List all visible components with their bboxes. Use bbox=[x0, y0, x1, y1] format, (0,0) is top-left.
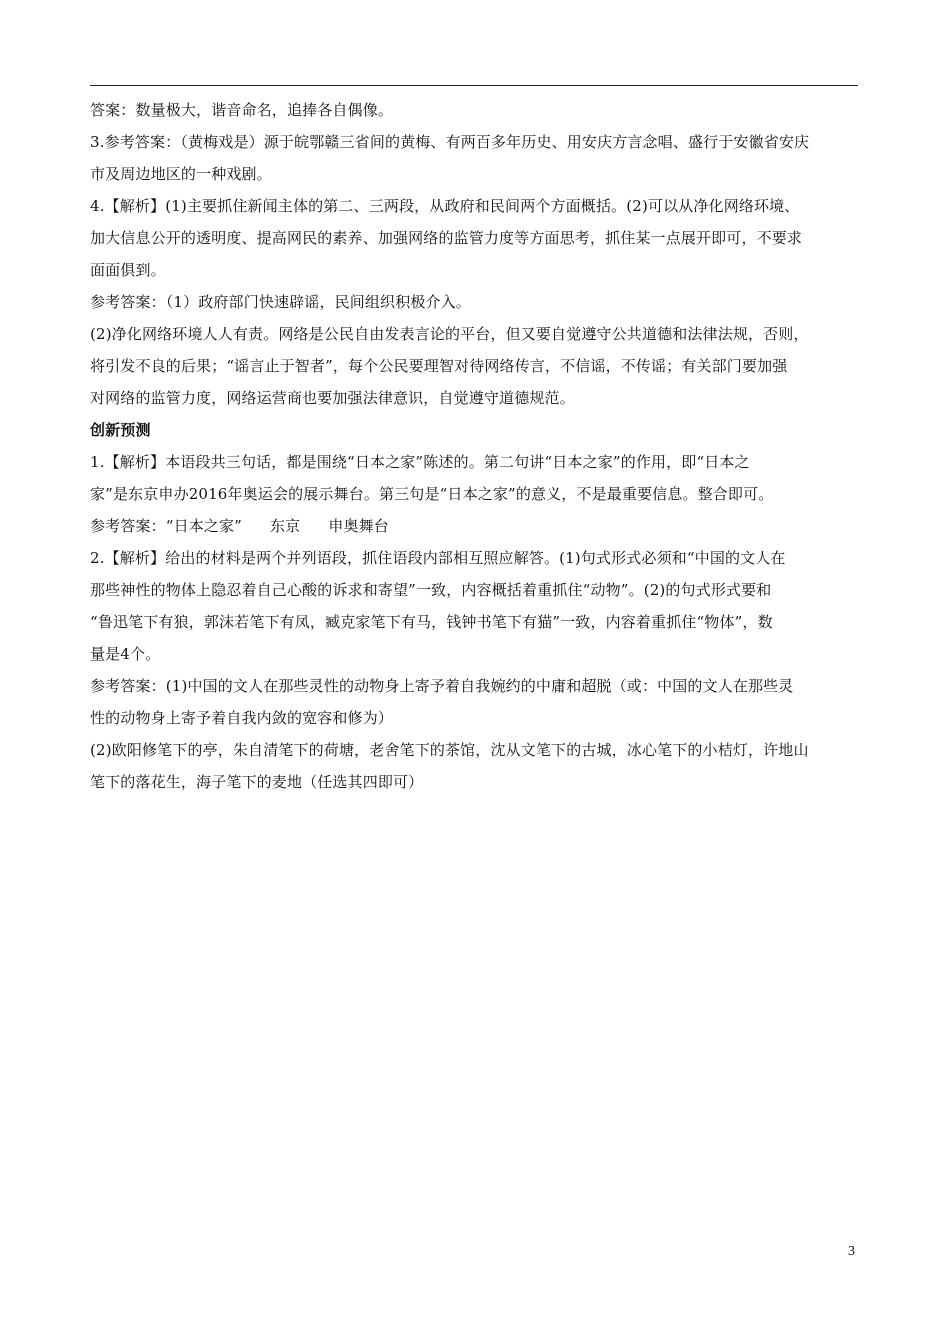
question-3-answer-line-1: 3.参考答案：（黄梅戏是）源于皖鄂赣三省间的黄梅、有两百多年历史、用安庆方言念唱、盛行于安徽省安庆 bbox=[90, 133, 810, 151]
prediction-2-analysis-line-1: 2.【解析】给出的材料是两个并列语段，抓住语段内部相互照应解答。(1)句式形式必须和“中国的文人在 bbox=[90, 549, 786, 567]
question-4-answer-line-2: (2)净化网络环境人人有责。网络是公民自由发表言论的平台，但又要自觉遵守公共道德和法律法规，否则， bbox=[90, 325, 809, 343]
question-4-answer-line-4: 对网络的监管力度，网络运营商也要加强法律意识，自觉遵守道德规范。 bbox=[90, 389, 575, 407]
question-4-analysis-line-2: 加大信息公开的透明度、提高网民的素养、加强网络的监管力度等方面思考，抓住某一点展开即可，不要求 bbox=[90, 229, 803, 247]
prediction-2-answer-line-4: 笔下的落花生，海子笔下的麦地（任选其四即可） bbox=[90, 773, 424, 791]
question-4-answer-line-3: 将引发不良的后果；“谣言止于智者”，每个公民要理智对待网络传言，不信谣，不传谣；有关部门要加强 bbox=[90, 357, 788, 375]
question-3-answer-line-2: 市及周边地区的一种戏剧。 bbox=[90, 165, 272, 183]
prediction-2-analysis-line-2: 那些神性的物体上隐忍着自己心酸的诉求和寄望”一致，内容概括着重抓住“动物”。(2)的句式形式要和 bbox=[90, 581, 772, 599]
answer-part-3: 申奥舞台 bbox=[328, 517, 389, 535]
prediction-1-analysis-line-1: 1.【解析】本语段共三句话，都是围绕“日本之家”陈述的。第二句讲“日本之家”的作用，即“日本之 bbox=[90, 453, 750, 471]
section-heading: 创新预测 bbox=[90, 421, 151, 439]
prediction-1-answer-line bbox=[90, 510, 860, 542]
answer-part-1: 参考答案：“日本之家” bbox=[90, 517, 242, 535]
prediction-2-analysis-line-4: 量是4个。 bbox=[90, 645, 161, 663]
prediction-1-analysis-line-2: 家”是东京申办2016年奥运会的展示舞台。第三句是“日本之家”的意义，不是最重要信息。整合即可。 bbox=[90, 485, 774, 503]
answer-part-2: 东京 bbox=[270, 517, 301, 535]
question-4-answer-line-1: 参考答案：（1）政府部门快速辟谣，民间组织积极介入。 bbox=[90, 293, 471, 311]
header-rule bbox=[90, 85, 858, 86]
document-body bbox=[90, 94, 860, 798]
answer-line: 答案：数量极大，谐音命名，追捧各自偶像。 bbox=[90, 101, 394, 119]
question-4-analysis-line-3: 面面俱到。 bbox=[90, 261, 166, 279]
prediction-2-answer-line-3: (2)欧阳修笔下的亭，朱自清笔下的荷塘，老舍笔下的茶馆，沈从文笔下的古城，冰心笔下的小桔灯，许地山 bbox=[90, 741, 809, 759]
question-4-analysis-line-1: 4.【解析】(1)主要抓住新闻主体的第二、三两段，从政府和民间两个方面概括。(2)可以从净化网络环境、 bbox=[90, 197, 800, 215]
page-number: 3 bbox=[848, 1244, 855, 1259]
prediction-2-analysis-line-3: “鲁迅笔下有狼，郭沫若笔下有凤，臧克家笔下有马，钱钟书笔下有猫”一致，内容着重抓住“物体”，数 bbox=[90, 613, 773, 631]
prediction-2-answer-line-1: 参考答案：(1)中国的文人在那些灵性的动物身上寄予着自我婉约的中庸和超脱（或：中国的文人在那些灵 bbox=[90, 677, 794, 695]
prediction-2-answer-line-2: 性的动物身上寄予着自我内敛的宽容和修为） bbox=[90, 709, 394, 727]
